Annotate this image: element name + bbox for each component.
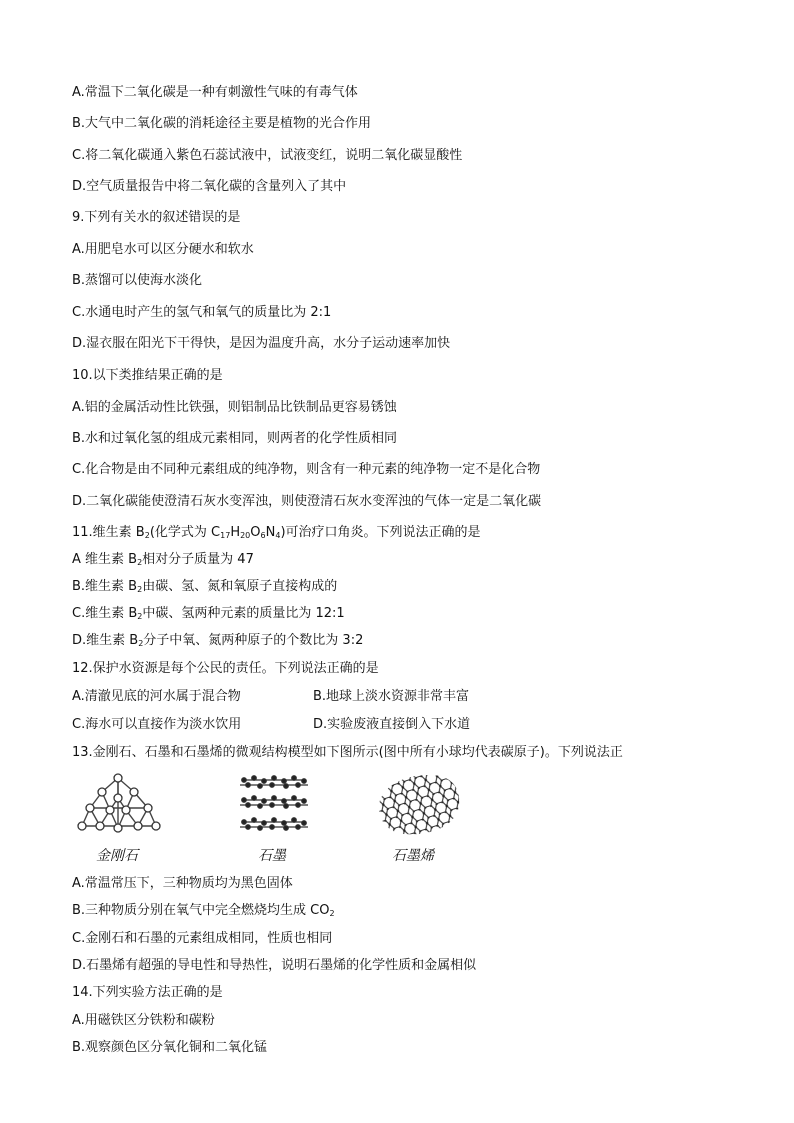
q8-option-b: B.大气中二氧化碳的消耗途径主要是植物的光合作用: [72, 116, 372, 131]
caption-diamond: 金刚石: [96, 848, 138, 864]
q12-option-d: D.实验废液直接倒入下水道: [313, 717, 471, 732]
q13-option-b: B.三种物质分别在氧气中完全燃烧均生成 $CO_2$: [72, 903, 335, 918]
q10-stem: 10.以下类推结果正确的是: [72, 368, 223, 383]
diamond-structure-figure: [72, 770, 164, 842]
q12-option-b: B.地球上淡水资源非常丰富: [313, 689, 470, 704]
q13-stem: 13.金刚石、石墨和石墨烯的微观结构模型如下图所示(图中所有小球均代表碳原子)。下列说法正: [72, 745, 623, 760]
q11-option-b: B.维生素 $B_2$由碳、氢、氮和氧原子直接构成的: [72, 579, 338, 594]
q14-option-a: A.用磁铁区分铁粉和碳粉: [72, 1013, 215, 1028]
q8-option-c: C.将二氧化碳通入紫色石蕊试液中，试液变红，说明二氧化碳显酸性: [72, 148, 463, 163]
q11-stem: 11.维生素 $B_2$(化学式为 $C_{17}H_{20}O_6N_4$)可治疗口角炎。下列说法正确的是: [72, 525, 481, 540]
q14-option-b: B.观察颜色区分氧化铜和二氧化锰: [72, 1040, 268, 1055]
q10-option-b: B.水和过氧化氢的组成元素相同，则两者的化学性质相同: [72, 431, 398, 446]
caption-graphite: 石墨: [258, 848, 286, 864]
q9-option-d: D.湿衣服在阳光下干得快，是因为温度升高，水分子运动速率加快: [72, 336, 451, 351]
q10-option-c: C.化合物是由不同种元素组成的纯净物，则含有一种元素的纯净物一定不是化合物: [72, 462, 541, 477]
graphene-structure-figure: [372, 770, 464, 840]
q14-stem: 14.下列实验方法正确的是: [72, 985, 223, 1000]
q12-option-c: C.海水可以直接作为淡水饮用: [72, 717, 242, 732]
graphite-structure-figure: [236, 772, 312, 838]
q10-option-d: D.二氧化碳能使澄清石灰水变浑浊，则使澄清石灰水变浑浊的气体一定是二氧化碳: [72, 494, 542, 509]
q9-option-c: C.水通电时产生的氢气和氧气的质量比为 2:1: [72, 305, 332, 320]
q12-stem: 12.保护水资源是每个公民的责任。下列说法正确的是: [72, 661, 379, 676]
q9-option-a: A.用肥皂水可以区分硬水和软水: [72, 242, 254, 257]
q10-option-a: A.铝的金属活动性比铁强，则铝制品比铁制品更容易锈蚀: [72, 400, 397, 415]
q13-option-a: A.常温常压下，三种物质均为黑色固体: [72, 876, 293, 891]
q8-option-a: A.常温下二氧化碳是一种有刺激性气味的有毒气体: [72, 85, 358, 100]
caption-graphene: 石墨烯: [392, 848, 434, 864]
q9-stem: 9.下列有关水的叙述错误的是: [72, 210, 241, 225]
q8-option-d: D.空气质量报告中将二氧化碳的含量列入了其中: [72, 179, 347, 194]
q11-option-d: D.维生素 $B_2$分子中氧、氮两种原子的个数比为 3:2: [72, 633, 364, 648]
q11-option-c: C.维生素 $B_2$中碳、氢两种元素的质量比为 12:1: [72, 606, 345, 621]
q11-option-a: A 维生素 $B_2$相对分子质量为 47: [72, 552, 254, 567]
q13-option-d: D.石墨烯有超强的导电性和导热性，说明石墨烯的化学性质和金属相似: [72, 958, 477, 973]
q9-option-b: B.蒸馏可以使海水淡化: [72, 273, 203, 288]
q13-option-c: C.金刚石和石墨的元素组成相同，性质也相同: [72, 931, 333, 946]
q12-option-a: A.清澈见底的河水属于混合物: [72, 689, 241, 704]
